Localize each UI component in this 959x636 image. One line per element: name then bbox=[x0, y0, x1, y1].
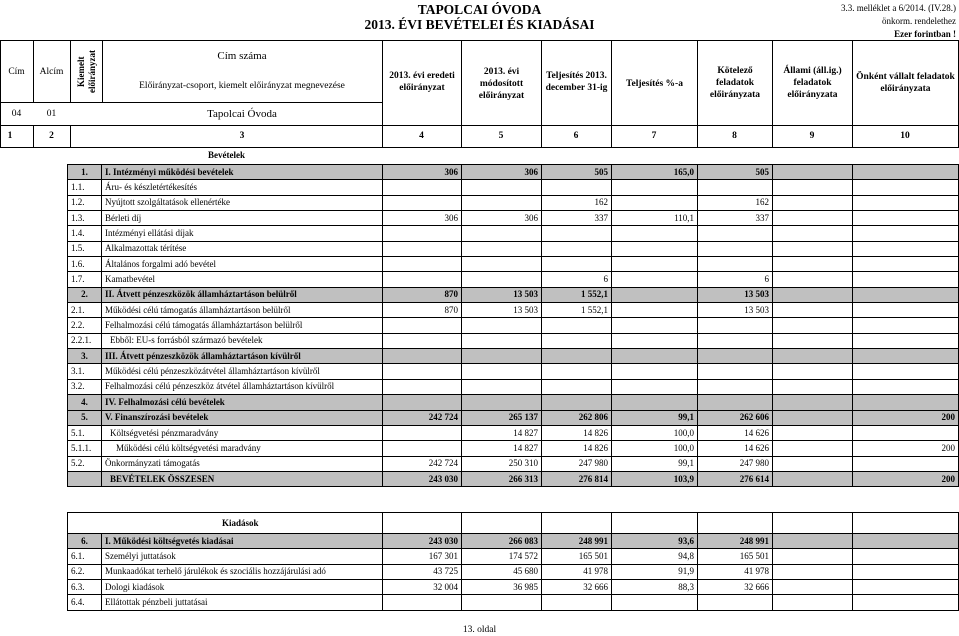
value-allami bbox=[773, 349, 853, 364]
column-number: 6 bbox=[573, 131, 579, 141]
row-label: Dologi kiadások bbox=[102, 580, 383, 595]
value-teljesites bbox=[542, 349, 612, 364]
value-allami bbox=[773, 425, 853, 440]
value-teljesites: 248 991 bbox=[542, 534, 612, 549]
value-kotelezo: 247 980 bbox=[698, 456, 773, 471]
value-onkent bbox=[853, 195, 959, 210]
row-code: 1.6. bbox=[68, 257, 102, 272]
table-row bbox=[68, 318, 959, 333]
row-label: Nyújtott szolgáltatások ellenértéke bbox=[102, 195, 383, 210]
row-code: 6. bbox=[68, 534, 102, 549]
row-code: 6.3. bbox=[68, 580, 102, 595]
row-label: Általános forgalmi adó bevétel bbox=[102, 257, 383, 272]
value-eredeti: 242 724 bbox=[383, 456, 462, 471]
value-allami bbox=[773, 564, 853, 579]
value-kotelezo: 276 614 bbox=[698, 471, 773, 486]
value-onkent bbox=[853, 379, 959, 394]
table-row bbox=[68, 272, 959, 287]
page-subtitle: 2013. ÉVI BEVÉTELEI ÉS KIADÁSAI bbox=[364, 17, 595, 32]
value-modositott: 266 083 bbox=[462, 534, 542, 549]
value-allami bbox=[773, 549, 853, 564]
value-allami bbox=[773, 333, 853, 348]
header-cim: Cím bbox=[8, 66, 25, 77]
value-teljesites: 276 814 bbox=[542, 471, 612, 486]
value-eredeti bbox=[383, 425, 462, 440]
value-onkent bbox=[853, 241, 959, 256]
value-modositott: 36 985 bbox=[462, 580, 542, 595]
value-teljesites bbox=[542, 333, 612, 348]
row-code: 3.2. bbox=[68, 379, 102, 394]
value-kotelezo: 41 978 bbox=[698, 564, 773, 579]
expense-table bbox=[67, 533, 959, 611]
value-kotelezo: 14 626 bbox=[698, 425, 773, 440]
column-number: 3 bbox=[239, 131, 245, 141]
value-teljesites: 6 bbox=[542, 272, 612, 287]
value-modositott bbox=[462, 272, 542, 287]
value-eredeti: 870 bbox=[383, 303, 462, 318]
value-onkent bbox=[853, 272, 959, 287]
row-label: I. Intézményi működési bevételek bbox=[102, 165, 383, 180]
value-onkent: 200 bbox=[853, 441, 959, 456]
value-allami bbox=[773, 534, 853, 549]
alcim-code: 01 bbox=[46, 109, 57, 119]
value-teljesites: 505 bbox=[542, 165, 612, 180]
value-kotelezo bbox=[698, 364, 773, 379]
value-pct bbox=[612, 595, 698, 610]
row-label: Bérleti díj bbox=[102, 211, 383, 226]
value-modositott: 306 bbox=[462, 211, 542, 226]
value-pct: 99,1 bbox=[612, 410, 698, 425]
row-code: 1.5. bbox=[68, 241, 102, 256]
value-teljesites: 165 501 bbox=[542, 549, 612, 564]
value-modositott bbox=[462, 395, 542, 410]
value-eredeti bbox=[383, 333, 462, 348]
value-teljesites: 14 826 bbox=[542, 441, 612, 456]
value-eredeti bbox=[383, 441, 462, 456]
table-row bbox=[68, 379, 959, 394]
row-code: 6.4. bbox=[68, 595, 102, 610]
table-row bbox=[68, 303, 959, 318]
value-onkent bbox=[853, 395, 959, 410]
value-pct bbox=[612, 395, 698, 410]
value-modositott bbox=[462, 195, 542, 210]
value-pct: 91,9 bbox=[612, 564, 698, 579]
value-pct bbox=[612, 318, 698, 333]
value-allami bbox=[773, 226, 853, 241]
value-teljesites: 162 bbox=[542, 195, 612, 210]
row-code: 5.1.1. bbox=[68, 441, 102, 456]
row-label: Önkormányzati támogatás bbox=[102, 456, 383, 471]
row-label: Kamatbevétel bbox=[102, 272, 383, 287]
table-row bbox=[68, 333, 959, 348]
annex-regulation: önkorm. rendelethez bbox=[882, 16, 956, 26]
value-modositott bbox=[462, 180, 542, 195]
value-teljesites bbox=[542, 364, 612, 379]
value-onkent bbox=[853, 257, 959, 272]
value-kotelezo bbox=[698, 318, 773, 333]
table-row bbox=[68, 364, 959, 379]
value-modositott: 174 572 bbox=[462, 549, 542, 564]
value-allami bbox=[773, 456, 853, 471]
value-pct: 100,0 bbox=[612, 425, 698, 440]
value-pct: 93,6 bbox=[612, 534, 698, 549]
value-onkent bbox=[853, 318, 959, 333]
value-kotelezo: 6 bbox=[698, 272, 773, 287]
value-onkent bbox=[853, 564, 959, 579]
row-code: 2.2.1. bbox=[68, 333, 102, 348]
value-kotelezo bbox=[698, 595, 773, 610]
row-code bbox=[68, 471, 102, 486]
value-kotelezo: 337 bbox=[698, 211, 773, 226]
value-onkent bbox=[853, 595, 959, 610]
annex-reference: 3.3. melléklet a 6/2014. (IV.28.) bbox=[840, 3, 956, 13]
row-label: Működési célú támogatás államháztartáson belülről bbox=[102, 303, 383, 318]
value-onkent: 200 bbox=[853, 471, 959, 486]
value-kotelezo bbox=[698, 241, 773, 256]
value-modositott bbox=[462, 364, 542, 379]
value-eredeti: 243 030 bbox=[383, 471, 462, 486]
value-pct bbox=[612, 257, 698, 272]
table-row bbox=[68, 211, 959, 226]
value-modositott: 13 503 bbox=[462, 303, 542, 318]
value-kotelezo bbox=[698, 226, 773, 241]
row-code: 1.1. bbox=[68, 180, 102, 195]
row-label: Személyi juttatások bbox=[102, 549, 383, 564]
table-row bbox=[68, 195, 959, 210]
expenses-title: Kiadások bbox=[222, 518, 259, 528]
value-kotelezo bbox=[698, 333, 773, 348]
value-teljesites bbox=[542, 595, 612, 610]
value-teljesites bbox=[542, 241, 612, 256]
revenue-table bbox=[67, 164, 959, 487]
value-onkent bbox=[853, 456, 959, 471]
header-allami: Állami (áll.ig.) feladatok előirányzata bbox=[783, 66, 842, 100]
value-modositott: 13 503 bbox=[462, 287, 542, 302]
header-teljesites-pct: Teljesítés %-a bbox=[626, 79, 683, 89]
table-row bbox=[68, 395, 959, 410]
row-code: 2. bbox=[68, 287, 102, 302]
value-teljesites bbox=[542, 379, 612, 394]
value-onkent bbox=[853, 226, 959, 241]
value-kotelezo bbox=[698, 379, 773, 394]
column-number: 10 bbox=[900, 131, 910, 141]
value-kotelezo: 13 503 bbox=[698, 303, 773, 318]
cim-code: 04 bbox=[11, 109, 22, 119]
row-code: 5. bbox=[68, 410, 102, 425]
value-modositott: 14 827 bbox=[462, 441, 542, 456]
value-eredeti bbox=[383, 349, 462, 364]
table-row bbox=[68, 549, 959, 564]
table-row bbox=[68, 410, 959, 425]
value-pct: 99,1 bbox=[612, 456, 698, 471]
row-code: 4. bbox=[68, 395, 102, 410]
value-eredeti bbox=[383, 595, 462, 610]
value-teljesites: 32 666 bbox=[542, 580, 612, 595]
value-kotelezo: 13 503 bbox=[698, 287, 773, 302]
value-eredeti: 306 bbox=[383, 165, 462, 180]
value-allami bbox=[773, 364, 853, 379]
row-code: 1.2. bbox=[68, 195, 102, 210]
value-allami bbox=[773, 303, 853, 318]
value-pct bbox=[612, 379, 698, 394]
value-onkent bbox=[853, 349, 959, 364]
row-label: II. Átvett pénzeszközök államháztartáson belülről bbox=[102, 287, 383, 302]
value-pct: 103,9 bbox=[612, 471, 698, 486]
value-modositott bbox=[462, 595, 542, 610]
value-allami bbox=[773, 272, 853, 287]
value-teljesites: 1 552,1 bbox=[542, 303, 612, 318]
value-teljesites: 1 552,1 bbox=[542, 287, 612, 302]
row-label: IV. Felhalmozási célú bevételek bbox=[102, 395, 383, 410]
value-allami bbox=[773, 180, 853, 195]
value-kotelezo bbox=[698, 395, 773, 410]
row-code: 6.2. bbox=[68, 564, 102, 579]
table-row bbox=[68, 349, 959, 364]
value-eredeti: 32 004 bbox=[383, 580, 462, 595]
value-onkent bbox=[853, 580, 959, 595]
value-pct bbox=[612, 195, 698, 210]
row-code: 1.4. bbox=[68, 226, 102, 241]
table-row bbox=[68, 471, 959, 486]
value-eredeti: 870 bbox=[383, 287, 462, 302]
value-pct bbox=[612, 287, 698, 302]
value-kotelezo bbox=[698, 257, 773, 272]
value-onkent bbox=[853, 287, 959, 302]
value-allami bbox=[773, 410, 853, 425]
value-modositott bbox=[462, 318, 542, 333]
value-onkent bbox=[853, 364, 959, 379]
value-allami bbox=[773, 241, 853, 256]
value-eredeti bbox=[383, 318, 462, 333]
value-modositott bbox=[462, 379, 542, 394]
header-cim-szama: Cím száma bbox=[217, 50, 267, 62]
table-row bbox=[68, 425, 959, 440]
value-pct: 165,0 bbox=[612, 165, 698, 180]
table-row bbox=[68, 580, 959, 595]
currency-note: Ezer forintban ! bbox=[894, 29, 956, 39]
row-label: Alkalmazottak térítése bbox=[102, 241, 383, 256]
value-allami bbox=[773, 165, 853, 180]
value-pct: 94,8 bbox=[612, 549, 698, 564]
value-eredeti bbox=[383, 241, 462, 256]
value-pct bbox=[612, 241, 698, 256]
value-modositott: 306 bbox=[462, 165, 542, 180]
value-modositott: 265 137 bbox=[462, 410, 542, 425]
value-kotelezo: 165 501 bbox=[698, 549, 773, 564]
value-allami bbox=[773, 195, 853, 210]
header-teljesites: Teljesítés 2013. december 31-ig bbox=[545, 71, 608, 93]
value-modositott bbox=[462, 333, 542, 348]
row-label: Felhalmozási célú pénzeszköz átvétel államháztartáson kívülről bbox=[102, 379, 383, 394]
column-number: 5 bbox=[498, 131, 504, 141]
value-eredeti bbox=[383, 395, 462, 410]
value-onkent bbox=[853, 303, 959, 318]
institution-name: Tapolcai Óvoda bbox=[207, 108, 277, 120]
value-kotelezo: 32 666 bbox=[698, 580, 773, 595]
value-allami bbox=[773, 471, 853, 486]
row-label: V. Finanszírozási bevételek bbox=[102, 410, 383, 425]
column-number: 9 bbox=[809, 131, 815, 141]
value-pct: 110,1 bbox=[612, 211, 698, 226]
value-modositott: 45 680 bbox=[462, 564, 542, 579]
value-eredeti bbox=[383, 379, 462, 394]
value-modositott bbox=[462, 226, 542, 241]
value-onkent bbox=[853, 180, 959, 195]
column-number: 7 bbox=[651, 131, 657, 141]
value-allami bbox=[773, 595, 853, 610]
page-title: TAPOLCAI ÓVODA bbox=[417, 2, 542, 17]
value-teljesites bbox=[542, 395, 612, 410]
value-teljesites bbox=[542, 180, 612, 195]
revenues-title: Bevételek bbox=[208, 150, 245, 160]
row-code: 3. bbox=[68, 349, 102, 364]
value-allami bbox=[773, 318, 853, 333]
header-onkent: Önként vállalt feladatok előirányzata bbox=[856, 72, 955, 94]
value-pct bbox=[612, 364, 698, 379]
value-pct bbox=[612, 272, 698, 287]
value-onkent: 200 bbox=[853, 410, 959, 425]
value-eredeti: 242 724 bbox=[383, 410, 462, 425]
value-kotelezo bbox=[698, 349, 773, 364]
value-teljesites: 41 978 bbox=[542, 564, 612, 579]
row-label: Működési célú pénzeszközátvétel államháztartáson kívülről bbox=[102, 364, 383, 379]
value-onkent bbox=[853, 549, 959, 564]
value-modositott bbox=[462, 241, 542, 256]
row-label: Költségvetési pénzmaradvány bbox=[102, 425, 383, 440]
value-eredeti bbox=[383, 180, 462, 195]
value-pct bbox=[612, 226, 698, 241]
value-eredeti bbox=[383, 257, 462, 272]
value-onkent bbox=[853, 211, 959, 226]
value-kotelezo: 505 bbox=[698, 165, 773, 180]
column-number: 2 bbox=[49, 131, 54, 141]
column-number: 8 bbox=[732, 131, 737, 141]
table-row bbox=[68, 564, 959, 579]
value-onkent bbox=[853, 534, 959, 549]
row-label: Áru- és készletértékesítés bbox=[102, 180, 383, 195]
header-modositott: 2013. évi módosított előirányzat bbox=[478, 67, 525, 101]
value-onkent bbox=[853, 165, 959, 180]
table-row bbox=[68, 441, 959, 456]
header-csoport: Előirányzat-csoport, kiemelt előirányzat megnevezése bbox=[139, 81, 345, 91]
value-pct bbox=[612, 303, 698, 318]
column-number: 1 bbox=[7, 131, 13, 141]
value-pct bbox=[612, 180, 698, 195]
row-label: Felhalmozási célú támogatás államháztartáson belülről bbox=[102, 318, 383, 333]
value-eredeti: 243 030 bbox=[383, 534, 462, 549]
value-allami bbox=[773, 211, 853, 226]
value-kotelezo: 162 bbox=[698, 195, 773, 210]
table-row bbox=[68, 287, 959, 302]
row-label: Munkaadókat terhelő járulékok és szociális hozzájárulási adó bbox=[102, 564, 383, 579]
table-row bbox=[68, 595, 959, 610]
row-label: Ebből: EU-s forrásból származó bevételek bbox=[102, 333, 383, 348]
value-pct bbox=[612, 333, 698, 348]
value-allami bbox=[773, 395, 853, 410]
value-pct: 100,0 bbox=[612, 441, 698, 456]
header-kiemelt: Kiemelt előirányzat bbox=[76, 50, 97, 94]
row-code: 1. bbox=[68, 165, 102, 180]
row-code: 6.1. bbox=[68, 549, 102, 564]
value-teljesites bbox=[542, 257, 612, 272]
value-eredeti: 167 301 bbox=[383, 549, 462, 564]
value-allami bbox=[773, 287, 853, 302]
value-allami bbox=[773, 257, 853, 272]
table-row bbox=[68, 456, 959, 471]
table-row bbox=[68, 180, 959, 195]
value-allami bbox=[773, 580, 853, 595]
value-modositott bbox=[462, 257, 542, 272]
value-teljesites: 262 806 bbox=[542, 410, 612, 425]
row-code: 1.7. bbox=[68, 272, 102, 287]
header-kotelezo: Kötelező feladatok előirányzata bbox=[709, 66, 761, 100]
value-modositott: 266 313 bbox=[462, 471, 542, 486]
value-allami bbox=[773, 379, 853, 394]
value-eredeti bbox=[383, 195, 462, 210]
header-alcim: Alcím bbox=[39, 66, 64, 77]
row-code: 2.1. bbox=[68, 303, 102, 318]
page-number: 13. oldal bbox=[462, 625, 497, 635]
value-kotelezo: 262 606 bbox=[698, 410, 773, 425]
value-eredeti: 306 bbox=[383, 211, 462, 226]
value-teljesites: 14 826 bbox=[542, 425, 612, 440]
value-kotelezo: 14 626 bbox=[698, 441, 773, 456]
row-label: Működési célú költségvetési maradvány bbox=[102, 441, 383, 456]
table-row bbox=[68, 165, 959, 180]
value-pct: 88,3 bbox=[612, 580, 698, 595]
header-eredeti: 2013. évi eredeti előirányzat bbox=[389, 71, 455, 93]
value-modositott bbox=[462, 349, 542, 364]
value-eredeti bbox=[383, 364, 462, 379]
value-onkent bbox=[853, 333, 959, 348]
value-teljesites: 337 bbox=[542, 211, 612, 226]
row-code: 5.1. bbox=[68, 425, 102, 440]
value-pct bbox=[612, 349, 698, 364]
table-row bbox=[68, 226, 959, 241]
row-label: I. Működési költségvetés kiadásai bbox=[102, 534, 383, 549]
value-modositott: 14 827 bbox=[462, 425, 542, 440]
row-code: 3.1. bbox=[68, 364, 102, 379]
row-code: 5.2. bbox=[68, 456, 102, 471]
row-code: 2.2. bbox=[68, 318, 102, 333]
value-teljesites bbox=[542, 226, 612, 241]
row-label: III. Átvett pénzeszközök államháztartáson kívülről bbox=[102, 349, 383, 364]
value-allami bbox=[773, 441, 853, 456]
row-label: Intézményi ellátási díjak bbox=[102, 226, 383, 241]
row-label: BEVÉTELEK ÖSSZESEN bbox=[102, 471, 383, 486]
value-onkent bbox=[853, 425, 959, 440]
value-modositott: 250 310 bbox=[462, 456, 542, 471]
row-code: 1.3. bbox=[68, 211, 102, 226]
value-teljesites: 247 980 bbox=[542, 456, 612, 471]
value-kotelezo: 248 991 bbox=[698, 534, 773, 549]
table-row bbox=[68, 257, 959, 272]
value-eredeti: 43 725 bbox=[383, 564, 462, 579]
column-number: 4 bbox=[419, 131, 424, 141]
value-eredeti bbox=[383, 226, 462, 241]
table-row bbox=[68, 241, 959, 256]
table-row bbox=[68, 534, 959, 549]
value-kotelezo bbox=[698, 180, 773, 195]
value-teljesites bbox=[542, 318, 612, 333]
value-eredeti bbox=[383, 272, 462, 287]
row-label: Ellátottak pénzbeli juttatásai bbox=[102, 595, 383, 610]
